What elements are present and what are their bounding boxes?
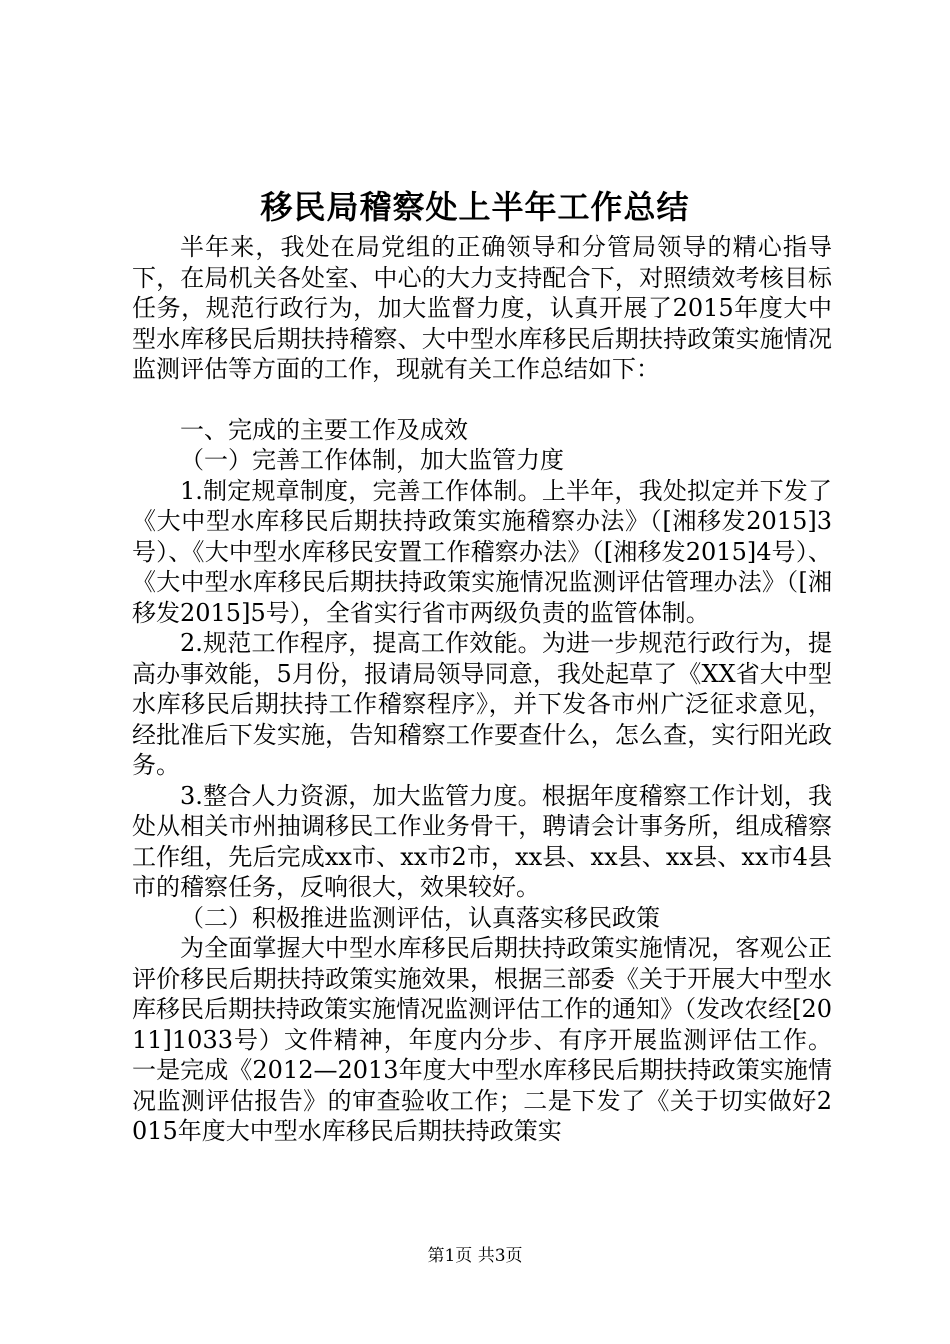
page-title: 移民局稽察处上半年工作总结	[260, 188, 690, 226]
subsection-heading-1: （一）完善工作体制，加大监管力度	[180, 446, 564, 474]
subsection-heading-2: （二）积极推进监测评估，认真落实移民政策	[180, 903, 660, 932]
item-paragraph-2: 2.规范工作程序，提高工作效能。为进一步规范行政行为，提高办事效能，5月份，报请局领导同意，我处起草了《XX省大中型水库移民后期扶持工作稽察程序》，并下发各市州广泛征求意见，经批准后下发实施，告知稽察工作要查什么，怎么查，实行阳光政务。	[132, 629, 832, 779]
item-paragraph-1: 1.制定规章制度，完善工作体制。上半年，我处拟定并下发了《大中型水库移民后期扶持政策实施稽察办法》（[湘移发2015]3号）、《大中型水库移民安置工作稽察办法》（[湘移发2015]4号）、《大中型水库移民后期扶持政策实施情况监测评估管理办法》（[湘移发2015]5号），全省实行省市两级负责的监管体制。	[132, 476, 832, 627]
monitoring-paragraph: 为全面掌握大中型水库移民后期扶持政策实施情况，客观公正评价移民后期扶持政策实施效果，根据三部委《关于开展大中型水库移民后期扶持政策实施情况监测评估工作的通知》（发改农经[2011]1033号）文件精神，年度内分步、有序开展监测评估工作。一是完成《2012—2013年度大中型水库移民后期扶持政策实施情况监测评估报告》的审查验收工作；二是下发了《关于切实做好2015年度大中型水库移民后期扶持政策实	[132, 934, 832, 1145]
intro-paragraph: 半年来，我处在局党组的正确领导和分管局领导的精心指导下，在局机关各处室、中心的大力支持配合下，对照绩效考核目标任务，规范行政行为，加大监督力度，认真开展了2015年度大中型水库移民后期扶持稽察、大中型水库移民后期扶持政策实施情况监测评估等方面的工作，现就有关工作总结如下：	[132, 233, 832, 383]
document-body	[132, 232, 832, 1147]
section-heading: 一、完成的主要工作及成效	[180, 415, 468, 444]
item-paragraph-3: 3.整合人力资源，加大监管力度。根据年度稽察工作计划，我处从相关市州抽调移民工作业务骨干，聘请会计事务所，组成稽察工作组，先后完成xx市、xx市2市，xx县、xx县、xx县、xx市4县市的稽察任务，反响很大，效果较好。	[132, 781, 832, 901]
paragraph-gap	[132, 385, 832, 415]
page-indicator: 第1页 共3页	[427, 1246, 523, 1266]
